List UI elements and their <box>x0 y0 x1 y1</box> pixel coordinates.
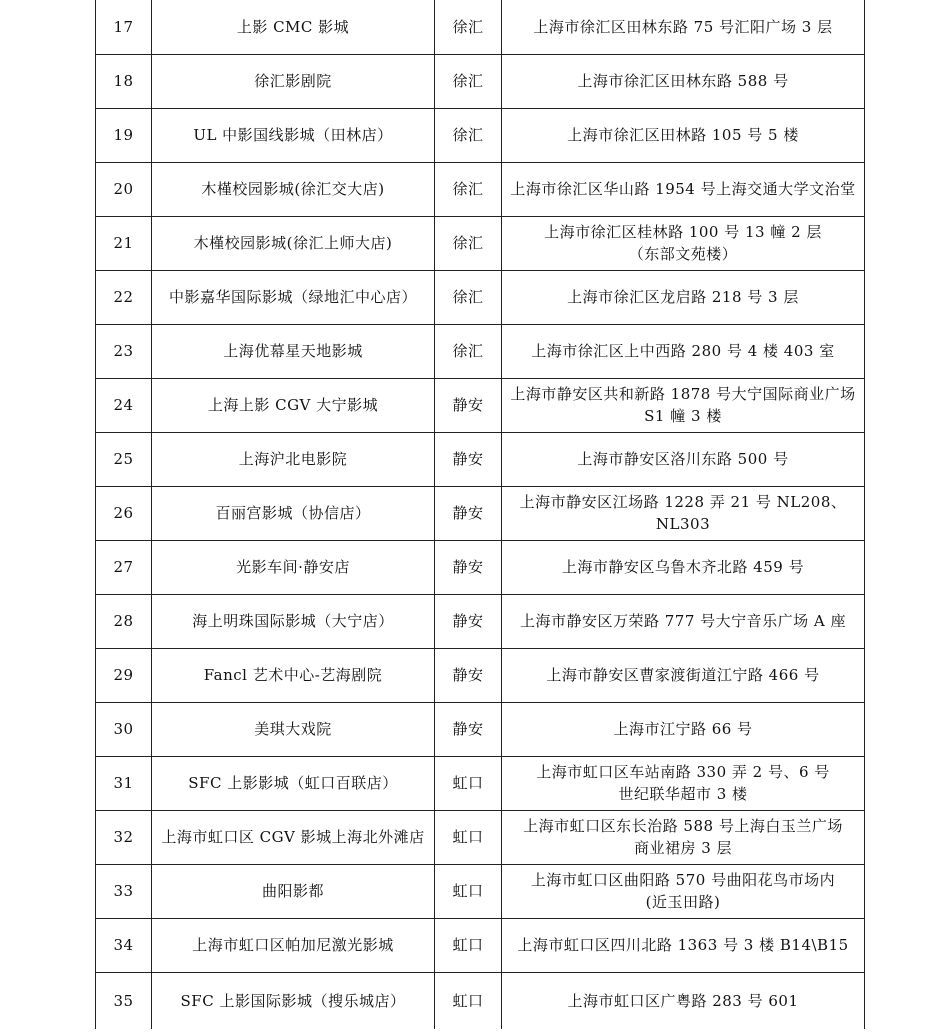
cinema-name-cell: 上海市虹口区帕加尼激光影城 <box>152 918 435 972</box>
cinema-name-cell: 美琪大戏院 <box>152 702 435 756</box>
address-line: 上海市徐汇区田林东路 75 号汇阳广场 3 层 <box>533 17 833 36</box>
row-number-cell: 29 <box>96 648 152 702</box>
district-cell: 静安 <box>435 486 502 540</box>
row-number-cell: 30 <box>96 702 152 756</box>
row-number-cell: 17 <box>96 0 152 54</box>
row-number-cell: 31 <box>96 756 152 810</box>
table-row <box>96 324 865 378</box>
address-cell <box>502 648 865 702</box>
row-number-cell: 22 <box>96 270 152 324</box>
cinema-name-cell: 上海沪北电影院 <box>152 432 435 486</box>
address-cell <box>502 918 865 972</box>
cinema-name-cell: 木槿校园影城(徐汇交大店) <box>152 162 435 216</box>
address-cell <box>502 378 865 432</box>
district-cell: 静安 <box>435 702 502 756</box>
district-cell: 虹口 <box>435 756 502 810</box>
address-cell <box>502 810 865 864</box>
address-line: 上海市徐汇区华山路 1954 号上海交通大学文治堂 <box>510 180 856 198</box>
table-row <box>96 432 865 486</box>
district-cell: 徐汇 <box>435 324 502 378</box>
district-cell: 静安 <box>435 648 502 702</box>
address-line: 上海市徐汇区上中西路 280 号 4 楼 403 室 <box>531 342 835 360</box>
table-row <box>96 108 865 162</box>
row-number-cell: 33 <box>96 864 152 918</box>
district-cell: 静安 <box>435 432 502 486</box>
cinema-name-cell: Fancl 艺术中心-艺海剧院 <box>152 648 435 702</box>
address-line: 上海市虹口区曲阳路 570 号曲阳花鸟市场内 <box>530 871 836 889</box>
address-line: 上海市徐汇区田林东路 588 号 <box>577 72 789 90</box>
address-cell <box>502 270 865 324</box>
cinema-name-cell: SFC 上影影城（虹口百联店） <box>152 756 435 810</box>
table-row <box>96 756 865 810</box>
table-row <box>96 486 865 540</box>
address-cell <box>502 0 865 54</box>
table-row <box>96 648 865 702</box>
cinema-name-cell: 徐汇影剧院 <box>152 54 435 108</box>
cinema-name-cell: 木槿校园影城(徐汇上师大店) <box>152 216 435 270</box>
address-line: 上海市虹口区东长治路 588 号上海白玉兰广场 <box>523 817 843 835</box>
cinema-name-cell: 上海上影 CGV 大宁影城 <box>152 378 435 432</box>
cinema-name-cell: 上影 CMC 影城 <box>152 0 435 54</box>
district-cell: 徐汇 <box>435 270 502 324</box>
cinema-name-cell: 曲阳影都 <box>152 864 435 918</box>
row-number-cell: 34 <box>96 918 152 972</box>
address-line: 上海市虹口区车站南路 330 弄 2 号、6 号 <box>536 763 830 781</box>
row-number-cell: 21 <box>96 216 152 270</box>
address-line: （东部文苑楼） <box>628 245 738 263</box>
row-number-cell: 25 <box>96 432 152 486</box>
address-line: 上海市虹口区四川北路 1363 号 3 楼 B14\B15 <box>517 936 849 954</box>
address-cell <box>502 486 865 540</box>
district-cell: 徐汇 <box>435 216 502 270</box>
table-row <box>96 702 865 756</box>
district-cell: 虹口 <box>435 972 502 1029</box>
address-line: 上海市静安区曹家渡街道江宁路 466 号 <box>546 666 820 684</box>
row-number-cell: 18 <box>96 54 152 108</box>
district-cell: 虹口 <box>435 864 502 918</box>
address-line: 上海市静安区洛川东路 500 号 <box>577 450 789 468</box>
address-line: 上海市徐汇区桂林路 100 号 13 幢 2 层 <box>544 223 822 241</box>
district-cell: 徐汇 <box>435 54 502 108</box>
address-line: 上海市静安区万荣路 777 号大宁音乐广场 A 座 <box>519 612 847 630</box>
table-row <box>96 378 865 432</box>
cinema-name-cell: 中影嘉华国际影城（绿地汇中心店） <box>152 270 435 324</box>
address-cell <box>502 216 865 270</box>
address-line: (近玉田路) <box>645 893 721 911</box>
row-number-cell: 28 <box>96 594 152 648</box>
district-cell: 静安 <box>435 540 502 594</box>
address-line: 上海市虹口区广粤路 283 号 601 <box>567 991 799 1010</box>
address-cell <box>502 324 865 378</box>
address-cell <box>502 756 865 810</box>
district-cell: 徐汇 <box>435 0 502 54</box>
table-row <box>96 594 865 648</box>
cinema-name-cell: 上海市虹口区 CGV 影城上海北外滩店 <box>152 810 435 864</box>
address-line: 上海市静安区江场路 1228 弄 21 号 NL208、NL303 <box>519 493 847 533</box>
table-body <box>96 0 865 1029</box>
table-row <box>96 972 865 1029</box>
row-number-cell: 26 <box>96 486 152 540</box>
cinema-name-cell: SFC 上影国际影城（搜乐城店） <box>152 972 435 1029</box>
row-number-cell: 32 <box>96 810 152 864</box>
address-cell <box>502 702 865 756</box>
address-line: 上海市徐汇区龙启路 218 号 3 层 <box>567 288 799 306</box>
address-cell <box>502 540 865 594</box>
address-line: 世纪联华超市 3 楼 <box>618 785 748 803</box>
address-cell <box>502 432 865 486</box>
table-row <box>96 216 865 270</box>
address-line: 商业裙房 3 层 <box>633 839 733 857</box>
table-row <box>96 54 865 108</box>
row-number-cell: 23 <box>96 324 152 378</box>
address-line: 上海市静安区共和新路 1878 号大宁国际商业广场 <box>510 385 856 403</box>
row-number-cell: 27 <box>96 540 152 594</box>
address-cell <box>502 54 865 108</box>
table-row <box>96 162 865 216</box>
row-number-cell: 19 <box>96 108 152 162</box>
row-number-cell: 35 <box>96 972 152 1029</box>
cinema-name-cell: UL 中影国线影城（田林店） <box>152 108 435 162</box>
address-cell <box>502 864 865 918</box>
district-cell: 静安 <box>435 378 502 432</box>
district-cell: 虹口 <box>435 810 502 864</box>
table-row <box>96 864 865 918</box>
district-cell: 徐汇 <box>435 162 502 216</box>
row-number-cell: 20 <box>96 162 152 216</box>
table-row <box>96 540 865 594</box>
cinema-name-cell: 百丽宫影城（协信店） <box>152 486 435 540</box>
cinema-name-cell: 海上明珠国际影城（大宁店） <box>152 594 435 648</box>
cinema-name-cell: 光影车间·静安店 <box>152 540 435 594</box>
cinema-list-table <box>95 0 865 1029</box>
address-cell <box>502 162 865 216</box>
table-row <box>96 918 865 972</box>
address-line: 上海市江宁路 66 号 <box>613 720 753 738</box>
district-cell: 虹口 <box>435 918 502 972</box>
address-line: 上海市静安区乌鲁木齐北路 459 号 <box>561 558 805 576</box>
table-row <box>96 0 865 54</box>
cinema-name-cell: 上海优幕星天地影城 <box>152 324 435 378</box>
row-number-cell: 24 <box>96 378 152 432</box>
address-cell <box>502 108 865 162</box>
address-cell <box>502 594 865 648</box>
table-row <box>96 810 865 864</box>
address-line: S1 幢 3 楼 <box>644 407 722 425</box>
address-line: 上海市徐汇区田林路 105 号 5 楼 <box>567 126 799 144</box>
address-cell <box>502 972 865 1029</box>
district-cell: 静安 <box>435 594 502 648</box>
district-cell: 徐汇 <box>435 108 502 162</box>
table-row <box>96 270 865 324</box>
